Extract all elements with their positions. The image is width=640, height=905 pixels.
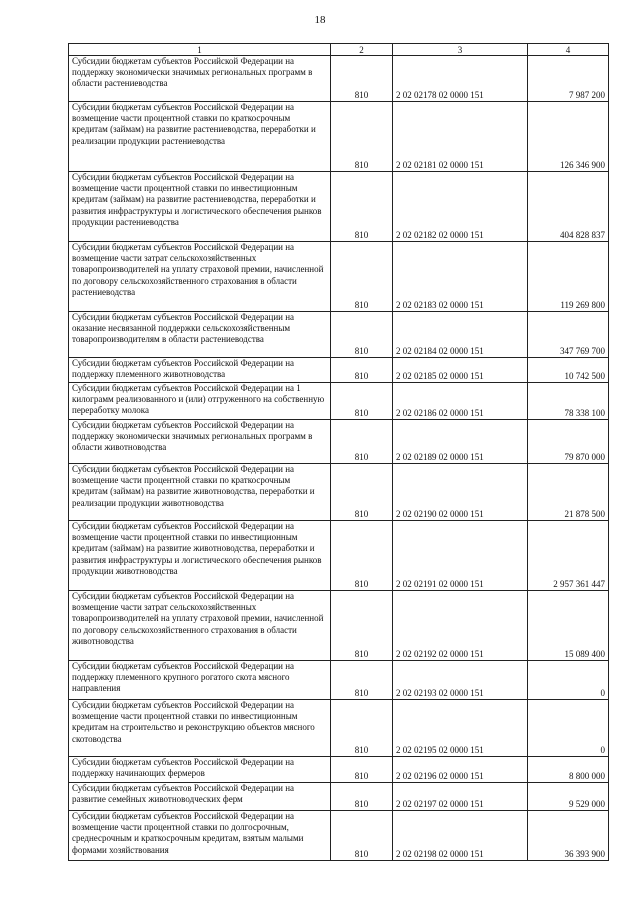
cell-code: 810: [331, 172, 393, 242]
cell-amount: 10 742 500: [528, 358, 609, 383]
cell-description: Субсидии бюджетам субъектов Российской Федерации на развитие семейных животноводческих ферм: [69, 783, 331, 811]
cell-description: Субсидии бюджетам субъектов Российской Федерации на поддержку племенного животноводства: [69, 358, 331, 383]
cell-amount: 15 089 400: [528, 591, 609, 661]
cell-amount: 0: [528, 700, 609, 757]
cell-code: 810: [331, 242, 393, 312]
cell-description: Субсидии бюджетам субъектов Российской Федерации на поддержку экономически значимых региональных программ в области растениеводства: [69, 56, 331, 102]
cell-amount: 2 957 361 447: [528, 521, 609, 591]
table-row: [69, 591, 609, 661]
table-row: [69, 102, 609, 172]
table-header-row: [69, 44, 609, 56]
cell-budget-code: 2 02 02184 02 0000 151: [393, 312, 528, 358]
table-row: [69, 383, 609, 420]
cell-code: 810: [331, 661, 393, 700]
header-col-1: 1: [69, 44, 331, 56]
cell-amount: 79 870 000: [528, 420, 609, 464]
cell-description: Субсидии бюджетам субъектов Российской Федерации на поддержку экономически значимых региональных программ в области животноводства: [69, 420, 331, 464]
cell-amount: 9 529 000: [528, 783, 609, 811]
cell-code: 810: [331, 591, 393, 661]
header-col-4: 4: [528, 44, 609, 56]
cell-amount: 36 393 900: [528, 811, 609, 861]
cell-code: 810: [331, 383, 393, 420]
cell-code: 810: [331, 783, 393, 811]
cell-amount: 126 346 900: [528, 102, 609, 172]
cell-code: 810: [331, 312, 393, 358]
cell-budget-code: 2 02 02193 02 0000 151: [393, 661, 528, 700]
cell-description: Субсидии бюджетам субъектов Российской Федерации на возмещение части процентной ставки по краткосрочным кредитам (займам) на развитие животноводства, переработки и реализации продукции животноводства: [69, 464, 331, 521]
cell-code: 810: [331, 420, 393, 464]
table-row: [69, 521, 609, 591]
cell-amount: 8 800 000: [528, 757, 609, 783]
cell-description: Субсидии бюджетам субъектов Российской Федерации на возмещение части затрат сельскохозяйственных товаропроизводителей на уплату страховой премии, начисленной по договору сельскохозяйственного страхования в области животноводства: [69, 591, 331, 661]
table-row: [69, 56, 609, 102]
cell-amount: 78 338 100: [528, 383, 609, 420]
cell-code: 810: [331, 102, 393, 172]
table-row: [69, 811, 609, 861]
cell-budget-code: 2 02 02198 02 0000 151: [393, 811, 528, 861]
cell-budget-code: 2 02 02183 02 0000 151: [393, 242, 528, 312]
cell-budget-code: 2 02 02182 02 0000 151: [393, 172, 528, 242]
budget-table: [68, 43, 609, 861]
cell-budget-code: 2 02 02181 02 0000 151: [393, 102, 528, 172]
cell-amount: 7 987 200: [528, 56, 609, 102]
table-row: [69, 757, 609, 783]
cell-description: Субсидии бюджетам субъектов Российской Федерации на 1 килограмм реализованного и (или) отгруженного на собственную переработку молока: [69, 383, 331, 420]
header-col-3: 3: [393, 44, 528, 56]
cell-budget-code: 2 02 02190 02 0000 151: [393, 464, 528, 521]
cell-description: Субсидии бюджетам субъектов Российской Федерации на возмещение части процентной ставки по инвестиционным кредитам на строительство и реконструкцию объектов мясного скотоводства: [69, 700, 331, 757]
cell-amount: 347 769 700: [528, 312, 609, 358]
cell-budget-code: 2 02 02192 02 0000 151: [393, 591, 528, 661]
cell-description: Субсидии бюджетам субъектов Российской Федерации на поддержку племенного крупного рогатого скота мясного направления: [69, 661, 331, 700]
cell-amount: 119 269 800: [528, 242, 609, 312]
cell-description: Субсидии бюджетам субъектов Российской Федерации на оказание несвязанной поддержки сельскохозяйственным товаропроизводителям в области растениеводства: [69, 312, 331, 358]
cell-code: 810: [331, 757, 393, 783]
cell-description: Субсидии бюджетам субъектов Российской Федерации на возмещение части процентной ставки по инвестиционным кредитам (займам) на развитие животноводства, переработки и развития инфраструктуры и логистического обеспечения рынков продукции животноводства: [69, 521, 331, 591]
cell-budget-code: 2 02 02178 02 0000 151: [393, 56, 528, 102]
cell-code: 810: [331, 464, 393, 521]
cell-budget-code: 2 02 02196 02 0000 151: [393, 757, 528, 783]
cell-description: Субсидии бюджетам субъектов Российской Федерации на возмещение части процентной ставки по инвестиционным кредитам (займам) на развитие растениеводства, переработки и развития инфраструктуры и логистического обеспечения рынков продукции растениеводства: [69, 172, 331, 242]
cell-description: Субсидии бюджетам субъектов Российской Федерации на возмещение части процентной ставки по долгосрочным, среднесрочным и краткосрочным кредитам, взятым малыми формами хозяйствования: [69, 811, 331, 861]
table-row: [69, 242, 609, 312]
cell-description: Субсидии бюджетам субъектов Российской Федерации на поддержку начинающих фермеров: [69, 757, 331, 783]
cell-code: 810: [331, 56, 393, 102]
cell-budget-code: 2 02 02185 02 0000 151: [393, 358, 528, 383]
cell-code: 810: [331, 811, 393, 861]
table-row: [69, 358, 609, 383]
cell-budget-code: 2 02 02195 02 0000 151: [393, 700, 528, 757]
cell-amount: 404 828 837: [528, 172, 609, 242]
cell-amount: 21 878 500: [528, 464, 609, 521]
header-col-2: 2: [331, 44, 393, 56]
cell-description: Субсидии бюджетам субъектов Российской Федерации на возмещение части затрат сельскохозяйственных товаропроизводителей на уплату страховой премии, начисленной по договору сельскохозяйственного страхования в области растениеводства: [69, 242, 331, 312]
cell-budget-code: 2 02 02197 02 0000 151: [393, 783, 528, 811]
table-row: [69, 420, 609, 464]
table-body: [69, 56, 609, 861]
cell-amount: 0: [528, 661, 609, 700]
cell-budget-code: 2 02 02186 02 0000 151: [393, 383, 528, 420]
table-row: [69, 172, 609, 242]
cell-description: Субсидии бюджетам субъектов Российской Федерации на возмещение части процентной ставки по краткосрочным кредитам (займам) на развитие растениеводства, переработки и реализации продукции растениеводства: [69, 102, 331, 172]
cell-budget-code: 2 02 02189 02 0000 151: [393, 420, 528, 464]
table-row: [69, 700, 609, 757]
table-row: [69, 661, 609, 700]
table-row: [69, 464, 609, 521]
page-number: 18: [314, 14, 326, 26]
cell-code: 810: [331, 358, 393, 383]
table-row: [69, 783, 609, 811]
cell-code: 810: [331, 700, 393, 757]
cell-code: 810: [331, 521, 393, 591]
cell-budget-code: 2 02 02191 02 0000 151: [393, 521, 528, 591]
table-row: [69, 312, 609, 358]
